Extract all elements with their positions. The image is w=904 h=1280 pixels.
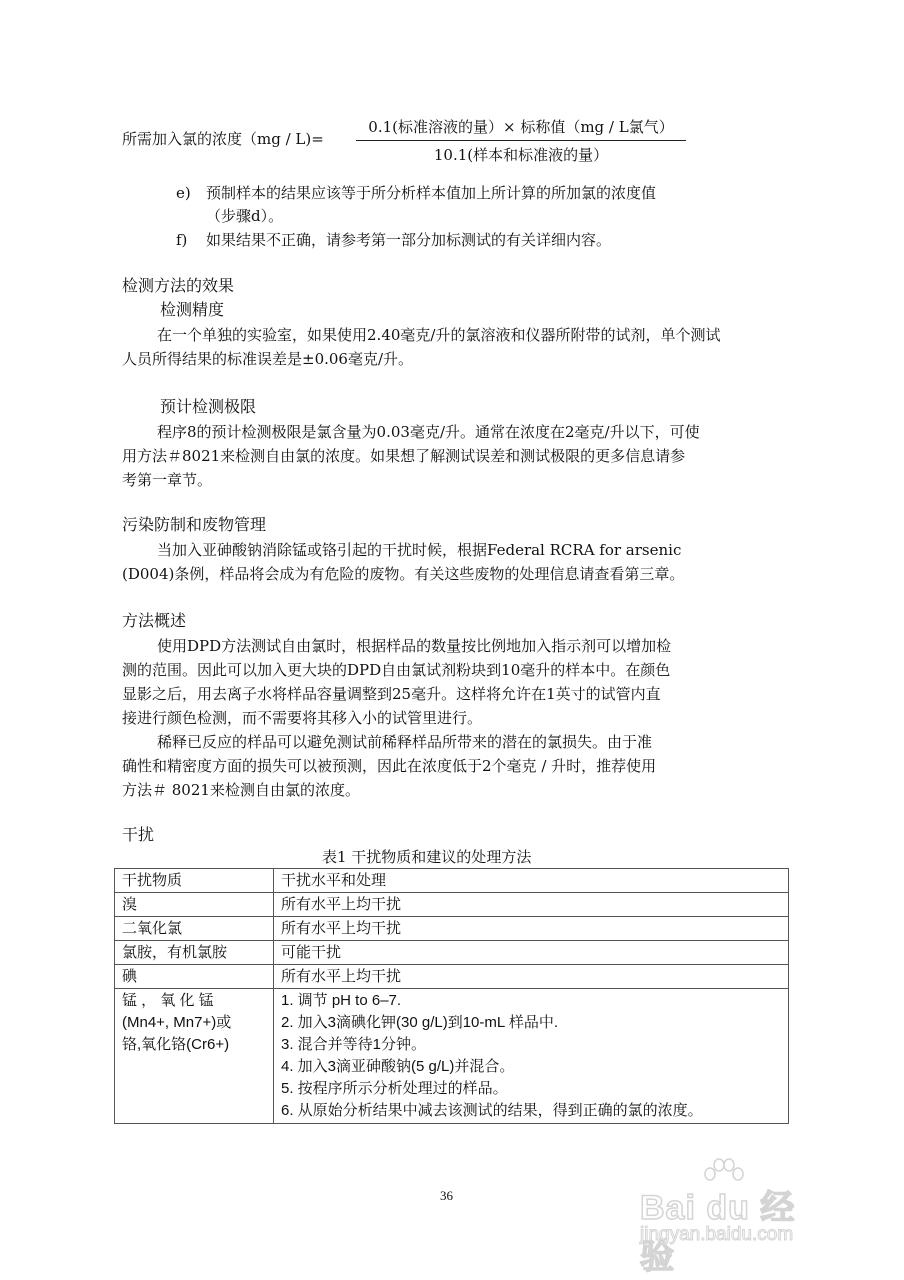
table-row: [115, 941, 789, 965]
formula-label: 所需加入氯的浓度（mg / L)=: [122, 130, 324, 148]
treatment-step: 6. 从原始分析结果中减去该测试的结果，得到正确的氯的浓度。: [281, 1102, 703, 1119]
step-e-text: 预制样本的结果应该等于所分析样本值加上所计算的所加氯的浓度值: [206, 184, 657, 202]
overview-para1-cont: 显影之后，用去离子水将样品容量调整到25毫升。这样将允许在1英寸的试管内直: [122, 685, 661, 703]
table-row: [115, 893, 789, 917]
substance-line: 铬,氧化铬(Cr6+): [122, 1036, 230, 1053]
section-heading-interference: 干扰: [122, 825, 155, 844]
formula-denominator: 10.1(样本和标准液的量）: [433, 146, 609, 164]
overview-para1-cont: 接进行颜色检测，而不需要将其移入小的试管里进行。: [122, 709, 483, 727]
precision-text: 在一个单独的实验室，如果使用2.40毫克/升的氯溶液和仪器所附带的试剂，单个测试: [157, 326, 721, 344]
substance-line: 锰 ， 氧 化 锰: [122, 992, 214, 1009]
treatment-step: 4. 加入3滴亚砷酸钠(5 g/L)并混合。: [281, 1058, 515, 1075]
table-caption: 表1 干扰物质和建议的处理方法: [322, 848, 532, 866]
overview-para1-cont: 测的范围。因此可以加入更大块的DPD自由氯试剂粉块到10毫升的样本中。在颜色: [122, 661, 671, 679]
table-header-cell: 干扰物质: [115, 869, 274, 893]
treatment-step: 3. 混合并等待1分钟。: [281, 1036, 427, 1053]
limit-text-cont: 用方法＃8021来检测自由氯的浓度。如果想了解测试误差和测试极限的更多信息请参: [122, 447, 686, 465]
watermark-url: jingyan.baidu.com: [640, 1224, 794, 1245]
treatment-step: 5. 按程序所示分析处理过的样品。: [281, 1080, 508, 1097]
overview-para1: 使用DPD方法测试自由氯时，根据样品的数量按比例地加入指示剂可以增加检: [157, 637, 672, 655]
pollution-text: 当加入亚砷酸钠消除锰或铬引起的干扰时候，根据Federal RCRA for arsenic: [157, 541, 682, 559]
step-f-marker: f): [176, 231, 188, 249]
treatment-step: 2. 加入3滴碘化钾(30 g/L)到10-mL 样品中.: [281, 1014, 559, 1031]
table-cell-substance: 溴: [115, 893, 274, 917]
table-cell-treatment: 可能干扰: [274, 941, 789, 965]
section-heading-pollution: 污染防制和废物管理: [122, 515, 267, 534]
substance-line: (Mn4+, Mn7+)或: [122, 1014, 232, 1031]
interference-table: [114, 868, 789, 1124]
table-cell-treatment: 所有水平上均干扰: [274, 965, 789, 989]
page-number: 36: [440, 1188, 453, 1203]
table-cell-treatment: [274, 989, 789, 1124]
overview-para2-cont: 方法＃ 8021来检测自由氯的浓度。: [122, 781, 360, 799]
table-row: [115, 965, 789, 989]
table-cell-treatment: 所有水平上均干扰: [274, 893, 789, 917]
step-f-text: 如果结果不正确，请参考第一部分加标测试的有关详细内容。: [206, 231, 612, 249]
table-header-cell: 干扰水平和处理: [274, 869, 789, 893]
treatment-step: 1. 调节 pH to 6–7.: [281, 992, 402, 1009]
limit-text: 程序8的预计检测极限是氯含量为0.03毫克/升。通常在浓度在2毫克/升以下，可使: [157, 423, 700, 441]
overview-para2-cont: 确性和精密度方面的损失可以被预测，因此在浓度低于2个毫克 / 升时，推荐使用: [122, 757, 657, 775]
watermark-logo: Bai du 经验: [640, 1189, 796, 1276]
subheading-precision: 检测精度: [160, 300, 225, 319]
section-heading-overview: 方法概述: [122, 611, 187, 630]
formula-numerator: 0.1(标准溶液的量）× 标称值（mg / L氯气）: [356, 116, 686, 141]
precision-text-cont: 人员所得结果的标准误差是±0.06毫克/升。: [122, 350, 414, 368]
subheading-limit: 预计检测极限: [160, 397, 257, 416]
table-row: [115, 917, 789, 941]
table-cell-substance: 二氧化氯: [115, 917, 274, 941]
limit-text-cont: 考第一章节。: [122, 471, 213, 489]
step-e-marker: e): [176, 184, 191, 202]
table-cell-substance: 氯胺，有机氯胺: [115, 941, 274, 965]
table-cell-substance: 碘: [115, 965, 274, 989]
pollution-text-cont: (D004)条例，样品将会成为有危险的废物。有关这些废物的处理信息请查看第三章。: [122, 565, 685, 583]
table-header-row: [115, 869, 789, 893]
table-cell-substance: [115, 989, 274, 1124]
overview-para2: 稀释已反应的样品可以避免测试前稀释样品所带来的潜在的氯损失。由于准: [157, 733, 653, 751]
step-e-text-cont: （步骤d）。: [206, 207, 284, 225]
baidu-watermark: [640, 1158, 820, 1276]
formula-fraction: [356, 116, 686, 165]
table-cell-treatment: 所有水平上均干扰: [274, 917, 789, 941]
table-row: [115, 989, 789, 1124]
section-heading-effect: 检测方法的效果: [122, 276, 235, 295]
